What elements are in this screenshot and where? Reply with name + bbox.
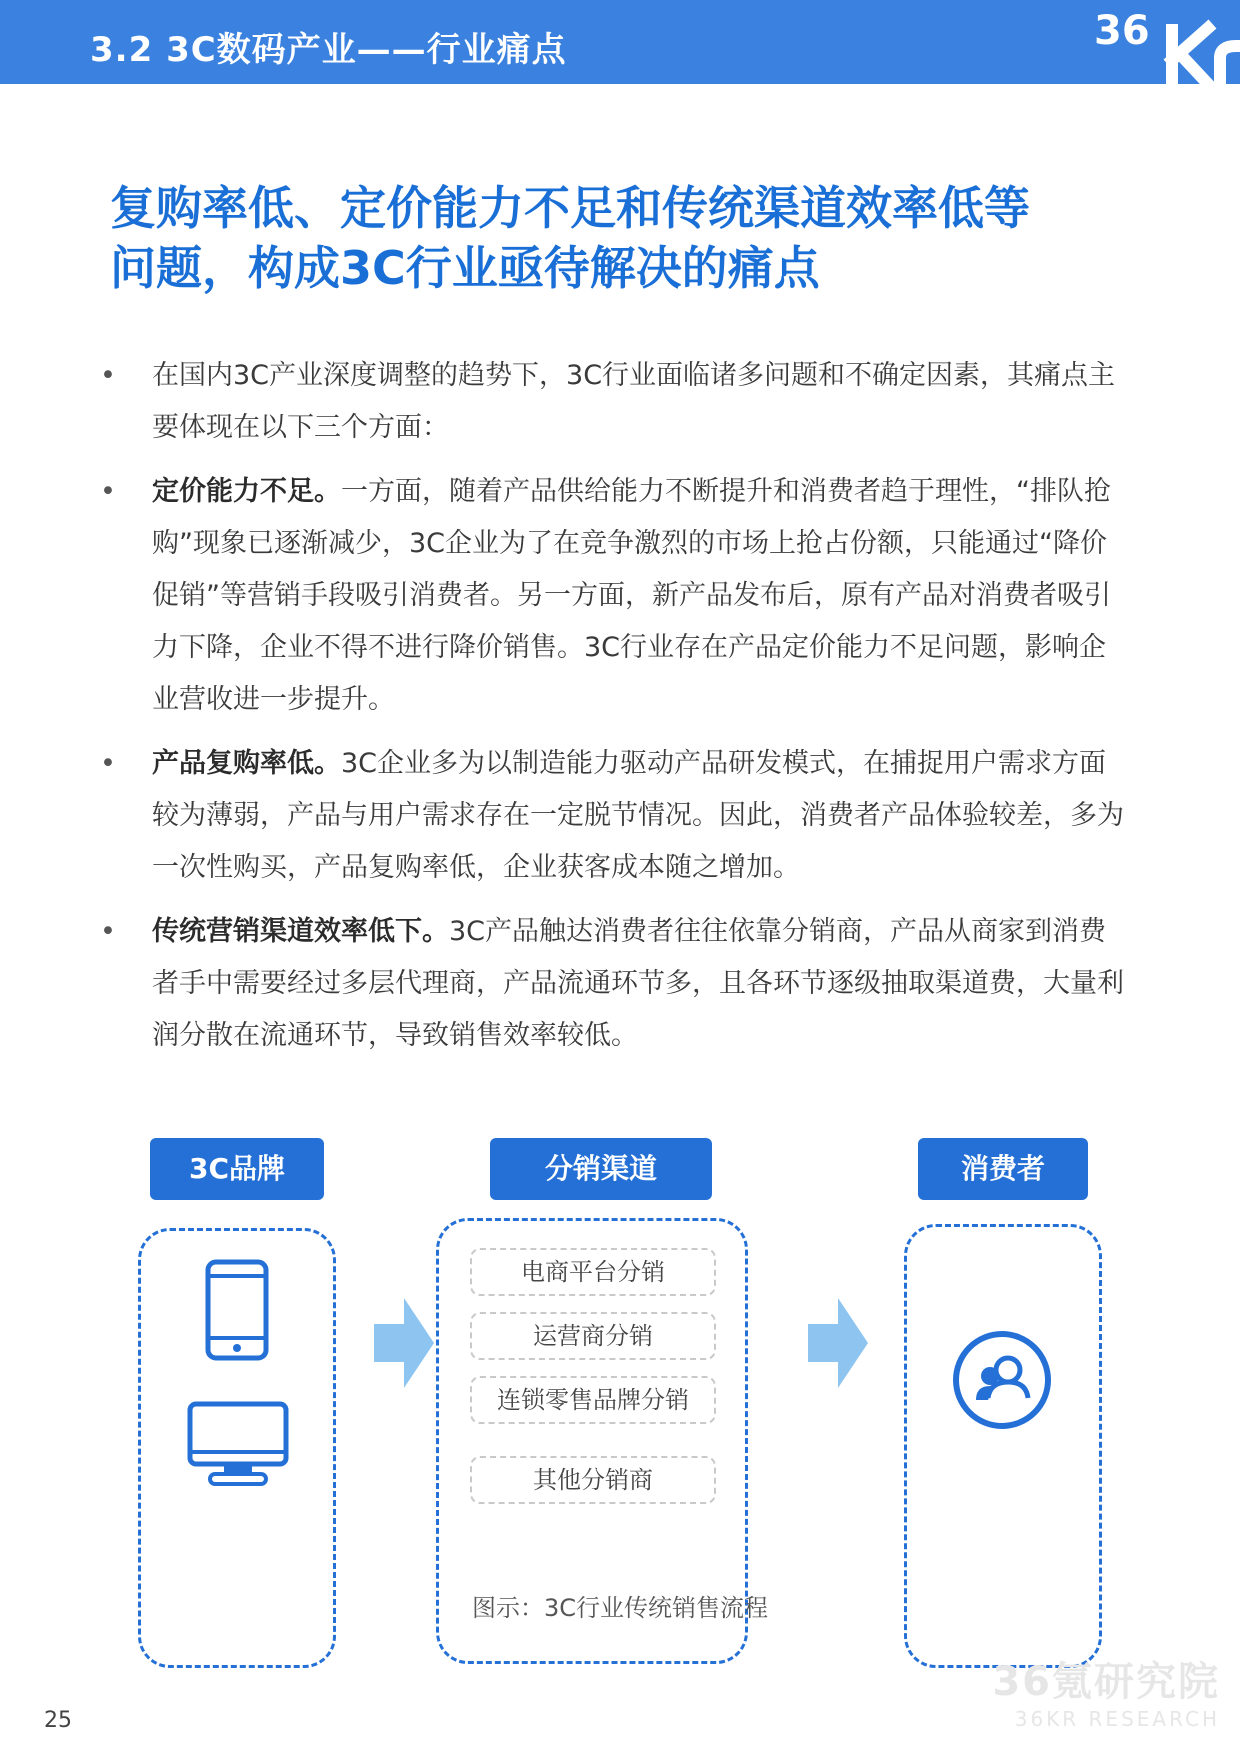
bullet-text: 3C产品触达消费者往往依靠分销商，产品从商家到消费者手中需要经过多层代理商，产品流通环节多，且各环节逐级抽取渠道费，大量利润分散在流通环节，导致销售效率较低。 [152,916,1124,1051]
channel-item: 运营商分销 [470,1312,716,1360]
bullet-repurchase [100,738,1130,894]
watermark [980,1650,1220,1731]
section-title: 3.2 3C数码产业——行业痛点 [90,30,567,70]
figure-caption: 图示：3C行业传统销售流程 [471,1594,769,1622]
brand-tag: 3C品牌 [150,1138,324,1200]
headline-line-2: 问题，构成3C行业亟待解决的痛点 [110,241,820,295]
bullet-bold-lead: 产品复购率低。 [152,748,341,779]
channel-item: 连锁零售品牌分销 [470,1376,716,1424]
flow-arrow-icon [808,1298,868,1388]
bullet-text: 一方面，随着产品供给能力不断提升和消费者趋于理性，“排队抢购”现象已逐渐减少，3C企业为了在竞争激烈的市场上抢占份额，只能通过“降价促销”等营销手段吸引消费者。另一方面，新产品发布后，原有产品对消费者吸引力下降，企业不得不进行降价销售。3C行业存在产品定价能力不足问题，影响企业营收进一步提升。 [152,476,1111,715]
consumer-tag: 消费者 [918,1138,1088,1200]
36kr-logo [1080,0,1240,84]
bullet-list [100,350,1130,1074]
monitor-icon [186,1400,290,1488]
smartphone-icon [204,1258,270,1362]
channel-item: 其他分销商 [470,1456,716,1504]
bullet-channel [100,906,1130,1062]
page-number: 25 [44,1708,72,1733]
watermark-line-1: 36氪研究院 [992,1659,1220,1705]
bullet-intro [100,350,1130,454]
bullet-text: 在国内3C产业深度调整的趋势下，3C行业面临诸多问题和不确定因素，其痛点主要体现在以下三个方面： [152,360,1116,443]
bullet-bold-lead: 传统营销渠道效率低下。 [152,916,449,947]
header-bar [0,0,1240,84]
users-icon [950,1328,1054,1432]
channel-item: 电商平台分销 [470,1248,716,1296]
bullet-dot: • [100,476,116,507]
channel-tag: 分销渠道 [490,1138,712,1200]
bullet-pricing [100,466,1130,726]
bullet-bold-lead: 定价能力不足。 [152,476,341,507]
headline-line-1: 复购率低、定价能力不足和传统渠道效率低等 [110,181,1030,235]
flow-arrow-icon [374,1298,434,1388]
sales-flow-diagram [0,1130,1240,1550]
bullet-dot: • [100,360,116,391]
watermark-line-2: 36KR RESEARCH [1014,1707,1220,1731]
svg-text:36: 36 [1094,8,1150,54]
bullet-text: 3C企业多为以制造能力驱动产品研发模式，在捕捉用户需求方面较为薄弱，产品与用户需求存在一定脱节情况。因此，消费者产品体验较差，多为一次性购买，产品复购率低，企业获客成本随之增加。 [152,748,1124,883]
headline [110,178,1150,298]
bullet-dot: • [100,748,116,779]
bullet-dot: • [100,916,116,947]
